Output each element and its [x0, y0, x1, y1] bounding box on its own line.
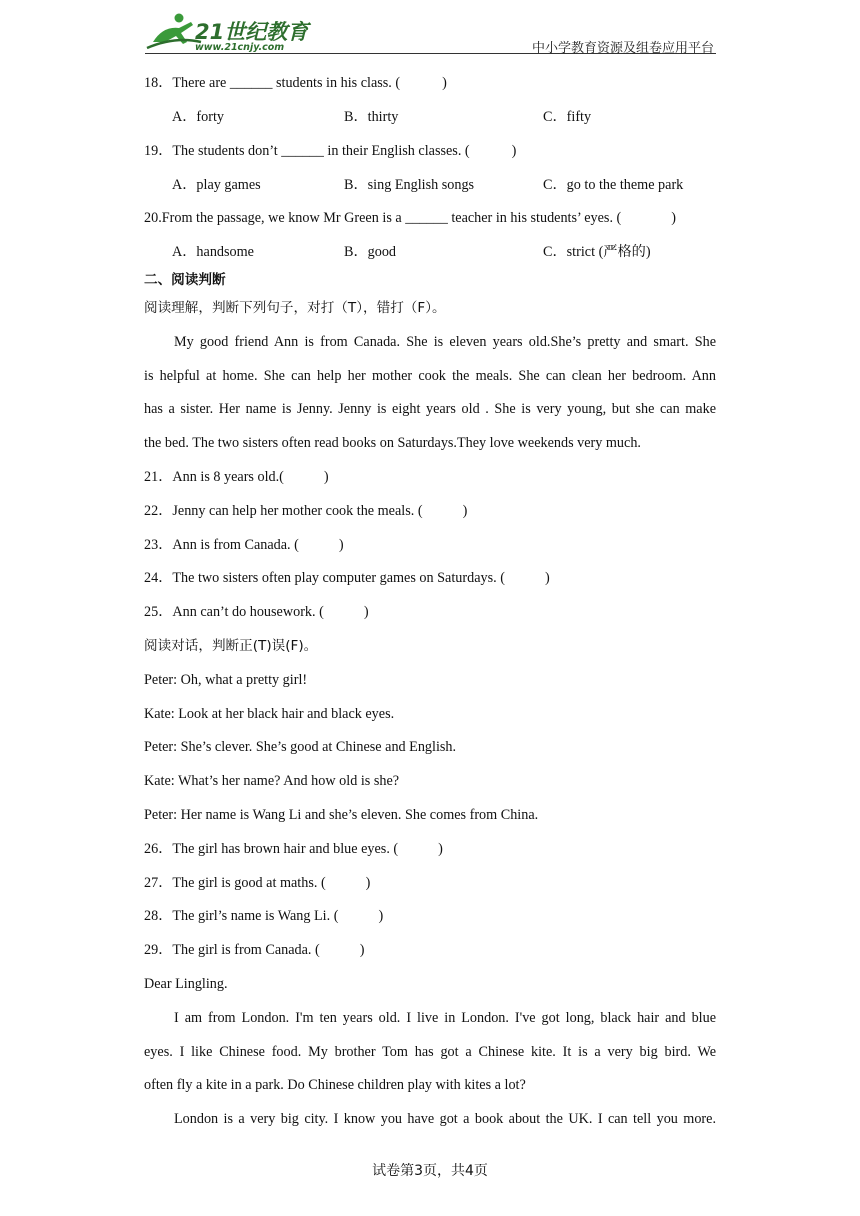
question-24: 24．The two sisters often play computer games on Saturdays. ( ) [144, 570, 550, 586]
question-18: 18．There are ______ students in his class. ( ) [144, 75, 447, 91]
question-19: 19．The students don’t ______ in their English classes. ( ) [144, 143, 517, 159]
letter-p2-line-1: London is a very big city. I know you have got a book about the UK. I can tell you more. [174, 1111, 716, 1127]
dialogue-line-3: Peter: She’s clever. She’s good at Chinese and English. [144, 739, 457, 755]
question-28: 28．The girl’s name is Wang Li. ( ) [144, 908, 384, 924]
question-26: 26．The girl has brown hair and blue eyes. ( ) [144, 841, 443, 857]
instruction-1: 阅读理解，判断下列句子，对打（T），错打（F）。 [144, 300, 446, 316]
passage1-line-3: has a sister. Her name is Jenny. Jenny is eight years old . She is very young, but she can make [144, 401, 716, 417]
instruction-2: 阅读对话，判断正(T)误(F)。 [144, 638, 318, 654]
question-25: 25．Ann can’t do housework. ( ) [144, 604, 369, 620]
dialogue-line-4: Kate: What’s her name? And how old is she? [144, 773, 400, 789]
option-19a: A．play games [172, 177, 261, 193]
section-title: 二、阅读判断 [144, 272, 226, 288]
letter-p1-line-2: eyes. I like Chinese food. My brother Tom has got a Chinese kite. It is a very big bird. We [144, 1044, 716, 1060]
question-20: 20.From the passage, we know Mr Green is a ______ teacher in his students’ eyes. ( ) [144, 210, 677, 226]
page-header [145, 12, 716, 56]
letter-p1-line-3: often fly a kite in a park. Do Chinese children play with kites a lot? [144, 1077, 526, 1093]
letter-greeting: Dear Lingling. [144, 976, 228, 992]
option-20b: B．good [344, 244, 397, 260]
logo [145, 12, 315, 56]
option-19b: B．sing English songs [344, 177, 475, 193]
option-20a: A．handsome [172, 244, 254, 260]
option-18a: A．forty [172, 109, 225, 125]
letter-p1-line-1: I am from London. I'm ten years old. I live in London. I've got long, black hair and blue [174, 1010, 716, 1026]
dialogue-line-1: Peter: Oh, what a pretty girl! [144, 672, 308, 688]
dialogue-line-5: Peter: Her name is Wang Li and she’s eleven. She comes from China. [144, 807, 539, 823]
question-27: 27．The girl is good at maths. ( ) [144, 875, 371, 891]
question-23: 23．Ann is from Canada. ( ) [144, 537, 344, 553]
question-22: 22．Jenny can help her mother cook the meals. ( ) [144, 503, 468, 519]
logo-url-text: www.21cnjy.com [195, 42, 285, 53]
option-19c: C．go to the theme park [543, 177, 684, 193]
option-20c: C．strict (严格的) [543, 244, 651, 260]
passage1-line-2: is helpful at home. She can help her mother cook the meals. She can clean her bedroom. Ann [144, 368, 716, 384]
passage1-line-4: the bed. The two sisters often read books on Saturdays.They love weekends very much. [144, 435, 641, 451]
platform-name: 中小学教育资源及组卷应用平台 [531, 41, 714, 56]
option-18b: B．thirty [344, 109, 399, 125]
page-number: 试卷第3页，共4页 [372, 1163, 488, 1179]
header-divider [145, 53, 716, 54]
question-21: 21．Ann is 8 years old.( ) [144, 469, 329, 485]
question-29: 29．The girl is from Canada. ( ) [144, 942, 365, 958]
logo-main-text: 21世纪教育 [195, 20, 309, 44]
passage1-line-1: My good friend Ann is from Canada. She is eleven years old.She’s pretty and smart. She [174, 334, 716, 350]
dialogue-line-2: Kate: Look at her black hair and black eyes. [144, 706, 395, 722]
option-18c: C．fifty [543, 109, 592, 125]
